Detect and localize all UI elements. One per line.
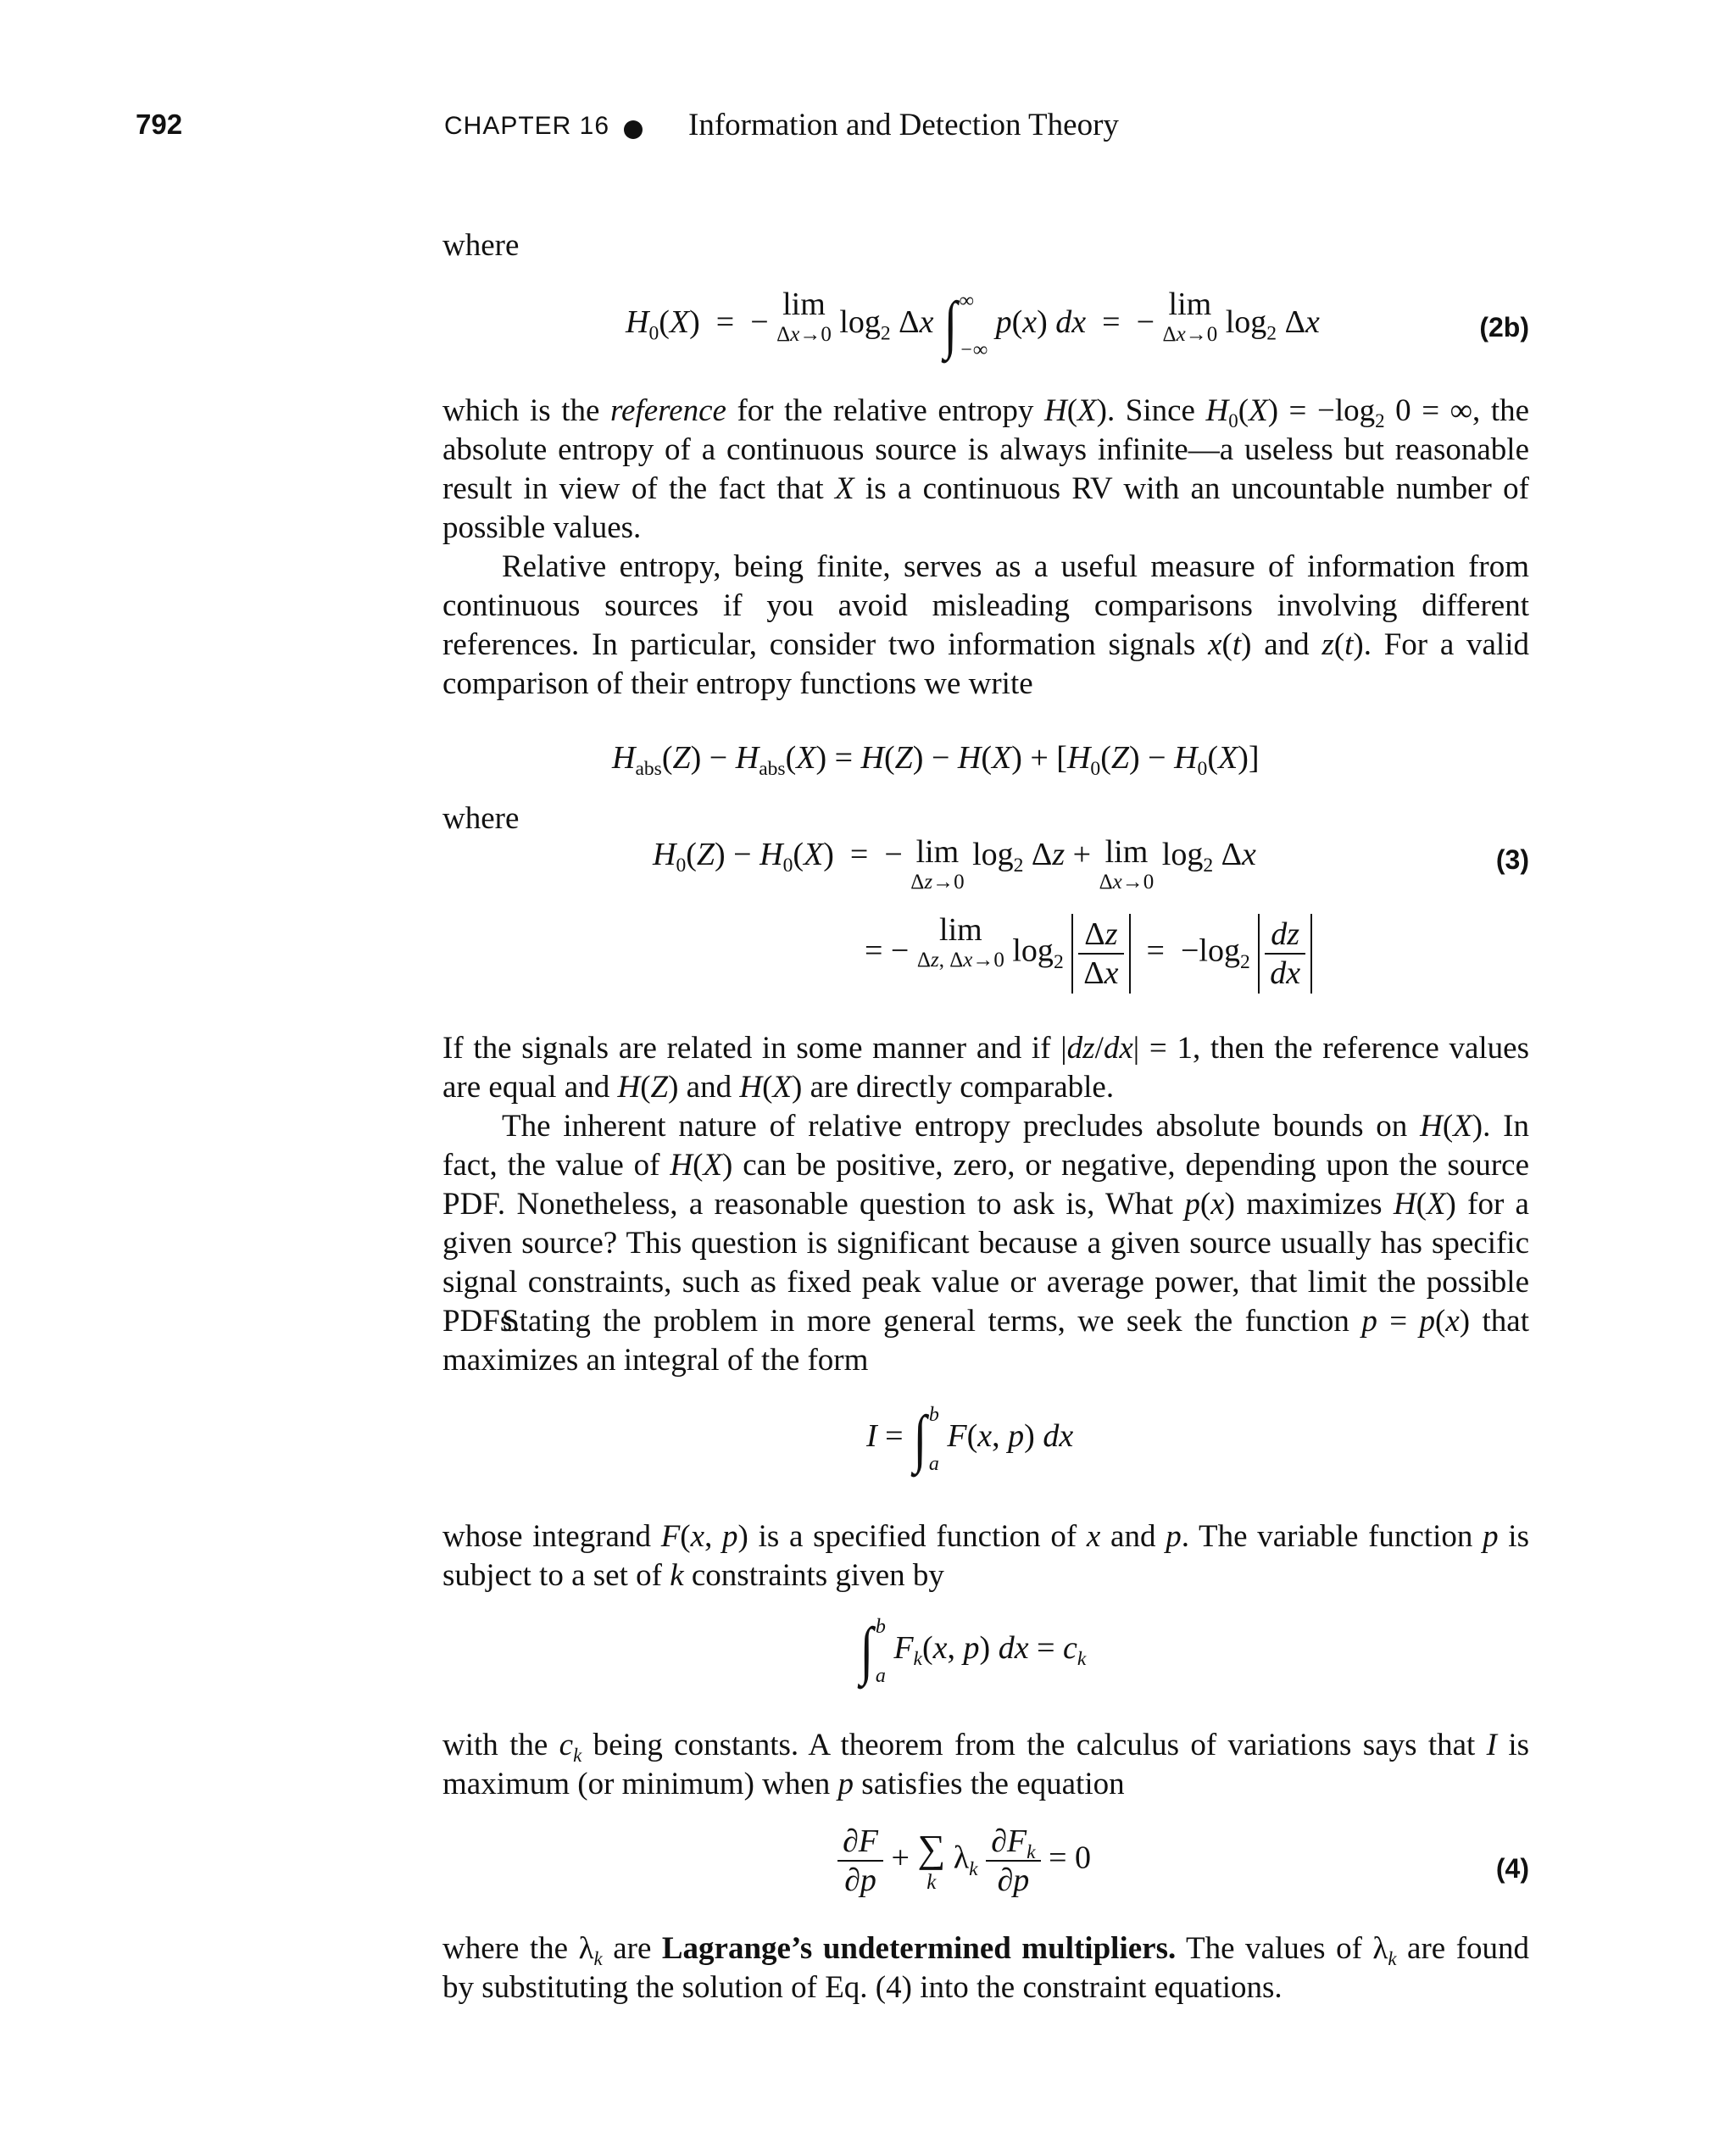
paragraph-7: with the $c_k$ being constants. A theorem from the calculus of variations says that I is maximum (or minimum) when p satisfies the equation (442, 1728, 1530, 1801)
chapter-label: CHAPTER 16 (444, 112, 610, 140)
paragraph-2: Relative entropy, being finite, serves as a useful measure of information from continuous sources if you avoid misleading comparisons involving different references. In particular, consider two information signals x(t) and z(t). For a valid comparison of their entropy functions we write (442, 549, 1529, 701)
bullet-separator (624, 120, 643, 139)
equation-3-line-2: = − lim Δz, Δx→0 $\log_2$ $\frac{\Delta z}{\Delta x}$ = $-\log_2$ $\frac{dz}{dx}$ (865, 914, 1312, 994)
equation-3-line-1: $H_0(Z) - H_0(X)$ = − lim Δz→0 $\log_2 \Delta z + \lim$ Δx→0 $\log_2 \Delta x$ (653, 834, 1256, 894)
paragraph-8: where the $\lambda_k$ are Lagrange’s undetermined multipliers. The values of $\lambda_k$ are found by substituting the solution of Eq. (4) into the constraint equations. (442, 1931, 1530, 2005)
paragraph-5: Stating the problem in more general terms, we seek the function p = p(x) that maximizes an integral of the form (442, 1304, 1529, 1378)
equation-constraint: ∫ b a $F_k(x$, p) dx = $c_k$ (860, 1615, 1087, 1687)
equation-2b: $H_0(X)$ = − lim Δx→0 $\log_2 \Delta x$ ∫ ∞ −∞ p(x) dx = − lim Δx→0 $\log_2 \Delta x$ (626, 287, 1320, 361)
chapter-title: Information and Detection Theory (688, 108, 1119, 142)
paragraph-4: The inherent nature of relative entropy precludes absolute bounds on H(X). In fact, the value of H(X) can be positive, zero, or negative, depending upon the source PDF. Nonetheless, a reasonable question to ask is, What p(x) maximizes H(X) for a given source? This question is significant because a given source usually has specific signal constraints, such as fixed peak value or average power, that limit the possible PDFs. (442, 1109, 1530, 1339)
where-label-2: where (442, 801, 520, 836)
equation-number-4: (4) (1495, 1853, 1529, 1884)
equation-4: $\frac{\partial F}{\partial p}$ + ∑ k $\lambda_k$ $\frac{\partial F_k}{\partial p}$ = 0 (837, 1823, 1091, 1899)
page-number: 792 (136, 109, 183, 140)
equation-habs-difference: $H_{abs}(Z) - H_{abs}(X) = H(Z) - H(X) + [H_0(Z) - H_0(X)]$ (612, 740, 1260, 781)
where-label-1: where (442, 228, 520, 263)
paragraph-3: If the signals are related in some manner and if |dz/dx| = 1, then the reference values are equal and H(Z) and H(X) are directly comparable. (442, 1031, 1529, 1105)
paragraph-1: which is the reference for the relative entropy H(X). Since $H_0(X) = -\log_2$ 0 = ∞, the absolute entropy of a continuous source is always infinite—a useless but reasonable result in view of the fact that X is a continuous RV with an uncountable number of possible values. (442, 393, 1530, 545)
equation-number-3: (3) (1495, 844, 1529, 875)
equation-integral-i: I = ∫ b a F(x, p) dx (866, 1403, 1074, 1475)
equation-number-2b: (2b) (1479, 312, 1529, 342)
paragraph-6: whose integrand F(x, p) is a specified function of x and p. The variable function p is subject to a set of k constraints given by (442, 1519, 1529, 1593)
